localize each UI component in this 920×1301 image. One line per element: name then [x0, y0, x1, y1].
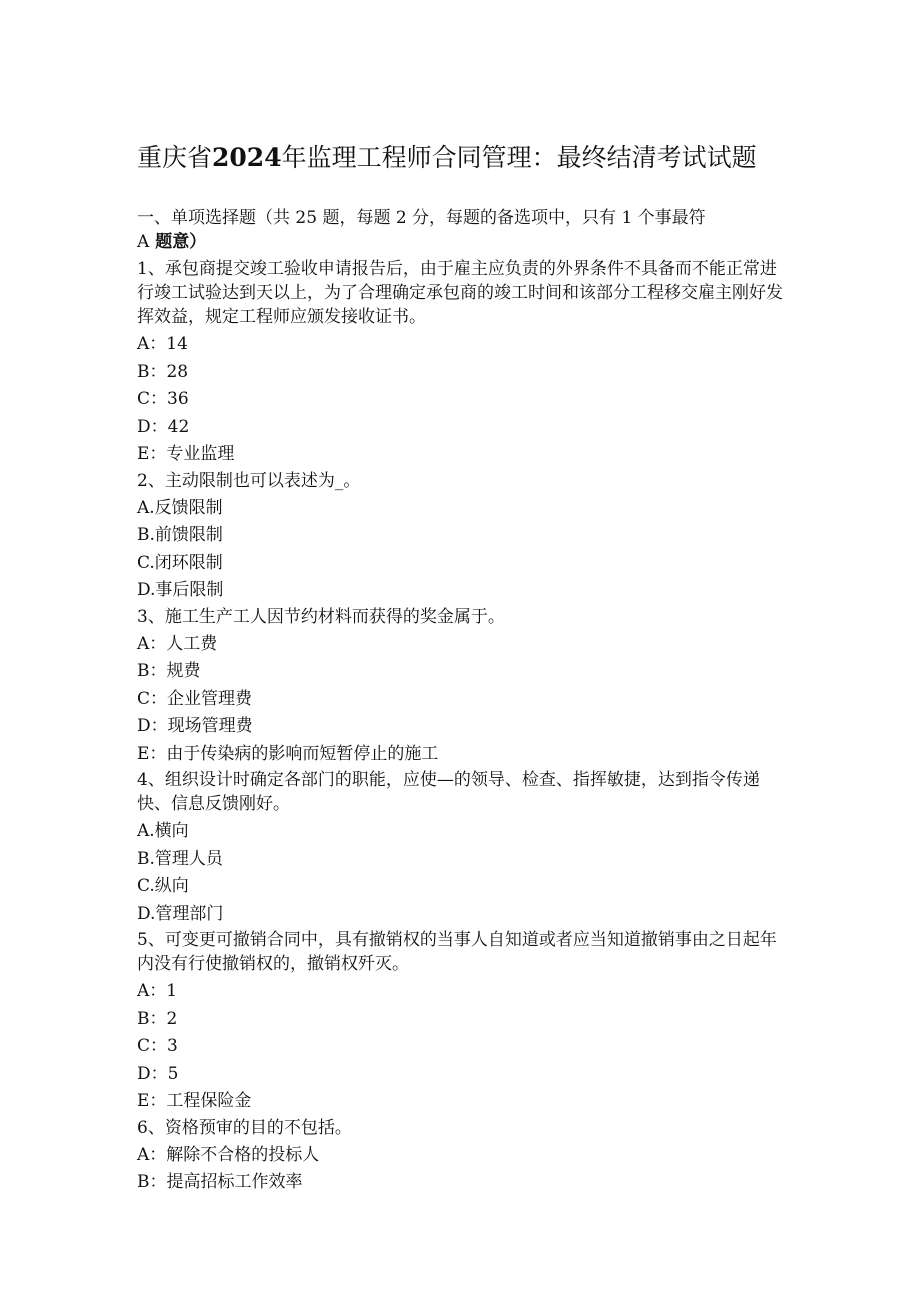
section-line-2-letter: A	[137, 232, 150, 252]
option-a: A：14	[137, 334, 188, 354]
question-stem: 5、可变更可撤销合同中，具有撤销权的当事人自知道或者应当知道撤销事由之日起年内没有行使撤销权的，撤销权歼灭。	[137, 930, 777, 974]
option-c: C.纵向	[137, 876, 189, 896]
option-a: A：1	[137, 981, 178, 1001]
question-stem: 6、资格预审的目的不包括。	[137, 1117, 352, 1138]
option-d: D.事后限制	[137, 580, 224, 600]
option-a: A.反馈限制	[137, 497, 223, 518]
question-stem: 3、施工生产工人因节约材料而获得的奖金属于。	[137, 606, 505, 627]
option-e: E：专业监理	[137, 444, 235, 464]
question-4	[137, 768, 787, 926]
option-c: C：3	[137, 1036, 178, 1056]
page-title	[137, 140, 837, 176]
question-5	[137, 928, 787, 1113]
option-b: B：2	[137, 1008, 178, 1029]
option-b: B.前馈限制	[137, 525, 223, 545]
option-b: B：28	[137, 361, 189, 382]
option-c: C.闭环限制	[137, 552, 223, 573]
question-1	[137, 257, 787, 466]
question-stem: 2、主动限制也可以表述为_。	[137, 470, 361, 491]
section-line-1: 一、单项选择题（共 25 题，每题 2 分，每题的备选项中，只有 1 个事最符	[137, 208, 706, 228]
option-d: D：5	[137, 1063, 179, 1084]
option-e: E：工程保险金	[137, 1091, 252, 1111]
option-d: D：42	[137, 416, 190, 437]
title-year: 2024	[212, 143, 282, 172]
question-list	[137, 257, 787, 1198]
section-heading	[137, 206, 787, 254]
option-e: E：由于传染病的影响而短暂停止的施工	[137, 743, 439, 764]
option-b: B：规费	[137, 661, 201, 681]
option-b: B：提高招标工作效率	[137, 1172, 303, 1192]
option-d: D.管理部门	[137, 903, 224, 924]
title-part2: 年监理工程师合同管理：最终结清考试试题	[281, 143, 757, 172]
option-c: C：36	[137, 389, 189, 409]
option-c: C：企业管理费	[137, 688, 253, 709]
section-line-2-text: 题意）	[149, 232, 207, 252]
section-line-2	[137, 230, 787, 254]
option-d: D：现场管理费	[137, 716, 253, 736]
option-a: A：解除不合格的投标人	[137, 1144, 320, 1165]
option-a: A.横向	[137, 821, 189, 841]
question-stem: 1、承包商提交竣工验收申请报告后，由于雇主应负责的外界条件不具备而不能正常进行竣工试验达到天以上，为了合理确定承包商的竣工时间和该部分工程移交雇主刚好发挥效益，规定工程师应颁发接收证书。	[137, 259, 783, 327]
option-b: B.管理人员	[137, 848, 223, 869]
question-3	[137, 605, 787, 766]
question-2	[137, 469, 787, 603]
question-6	[137, 1116, 787, 1195]
title-part1: 重庆省	[137, 143, 213, 172]
option-a: A：人工费	[137, 633, 218, 654]
question-stem: 4、组织设计时确定各部门的职能，应使—的领导、检查、指挥敏捷，达到指令传递快、信息反馈刚好。	[137, 770, 760, 814]
